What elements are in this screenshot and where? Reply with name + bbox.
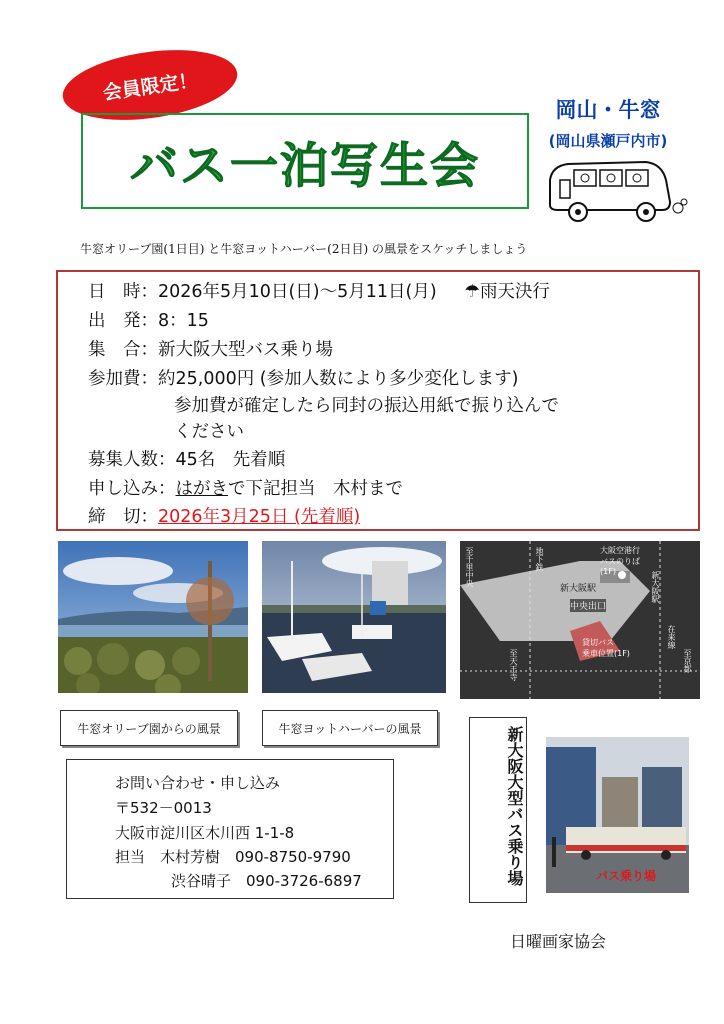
title-box: [81, 113, 529, 209]
deadline-row: [88, 503, 360, 528]
meet-value: 新大阪大型バス乗り場: [158, 340, 333, 360]
yacht-harbor-photo: [262, 541, 446, 693]
fee-value: 約25,000円 (参加人数により多少変化します): [158, 369, 519, 389]
bus-stop-photo-label: バス乗り場: [596, 869, 657, 883]
bus-terminal-label: 新大阪大型バス乗り場: [505, 726, 524, 886]
yacht-caption: [262, 710, 438, 746]
contact-person1: 担当 木村芳樹 090-8750-9790: [115, 848, 351, 866]
depart-label: 出 発：: [88, 311, 158, 331]
capacity-label: 募集人数：: [88, 450, 176, 470]
badge-text: 会員限定！: [101, 68, 199, 104]
fee-note-line1: 参加費が確定したら同封の振込用紙で振り込んで: [174, 396, 559, 416]
map-line-right-top: 在来線: [667, 625, 676, 649]
meet-row: [88, 336, 333, 361]
fee-note-line2: ください: [174, 422, 244, 442]
map-shin-osaka: 新大阪駅: [560, 584, 597, 594]
map-line-right-bottom: 至京都: [683, 649, 692, 673]
contact-postal: 〒532－0013: [115, 799, 212, 817]
station-map: [460, 541, 700, 699]
olive-caption: [60, 710, 238, 746]
contact-person2: 渋谷晴子 090-3726-6897: [171, 872, 362, 890]
location-label: [528, 94, 688, 151]
olive-garden-photo: [58, 541, 248, 693]
date-value: 2026年5月10日(日)～5月11日(月): [158, 282, 437, 302]
capacity-value: 45名 先着順: [175, 450, 286, 470]
map-central-exit: 中央出口: [570, 599, 606, 612]
deadline-label: 締 切：: [88, 507, 158, 527]
yacht-caption-text: 牛窓ヨットハーバーの風景: [278, 721, 422, 736]
fee-label: 参加費：: [88, 369, 158, 389]
depart-row: [88, 307, 209, 332]
deadline-value: 2026年3月25日 (先着順): [158, 507, 361, 527]
map-bus-stop: 大阪空港行 バスのりば (1F): [600, 546, 640, 576]
apply-rest: で下記担当 木村まで: [228, 479, 403, 499]
location-line2: (岡山県瀬戸内市): [548, 132, 668, 150]
capacity-row: [88, 446, 285, 471]
date-row: [88, 278, 550, 303]
date-label: 日 時：: [88, 282, 158, 302]
organization-name: 日曜画家協会: [510, 932, 607, 951]
olive-caption-text: 牛窓オリーブ園からの風景: [77, 721, 221, 736]
umbrella-icon: ☂: [464, 282, 480, 302]
map-tour-bus: 貸切バス 乗車位置(1F): [582, 638, 630, 658]
location-line1: 岡山・牛窓: [555, 98, 661, 122]
contact-address: 大阪市淀川区木川西 1-1-8: [115, 824, 295, 842]
contact-heading: お問い合わせ・申し込み: [115, 774, 281, 792]
depart-value: 8：15: [158, 311, 209, 331]
subtitle: 牛窓オリーブ園(1日目) と牛窓ヨットハーバー(2日目) の風景をスケッチしましょう: [80, 242, 528, 256]
apply-method: はがき: [175, 479, 228, 499]
bus-illustration: [538, 150, 688, 230]
bus-terminal-label-box: [469, 717, 527, 903]
fee-row: [88, 365, 518, 390]
map-line-left-bottom: 至天王寺: [509, 649, 518, 681]
meet-label: 集 合：: [88, 340, 158, 360]
map-line-left-top: 至千里中央: [465, 547, 474, 587]
apply-row: [88, 475, 403, 500]
bus-stop-photo: [546, 737, 689, 893]
map-east-station: 新大阪駅: [651, 571, 660, 603]
map-subway: 地下鉄: [535, 547, 544, 571]
page-title: バス一泊写生会: [129, 137, 480, 194]
rain-note: 雨天決行: [479, 282, 550, 302]
event-info-box: [56, 270, 700, 531]
apply-label: 申し込み：: [88, 479, 176, 499]
contact-box: [66, 759, 394, 899]
